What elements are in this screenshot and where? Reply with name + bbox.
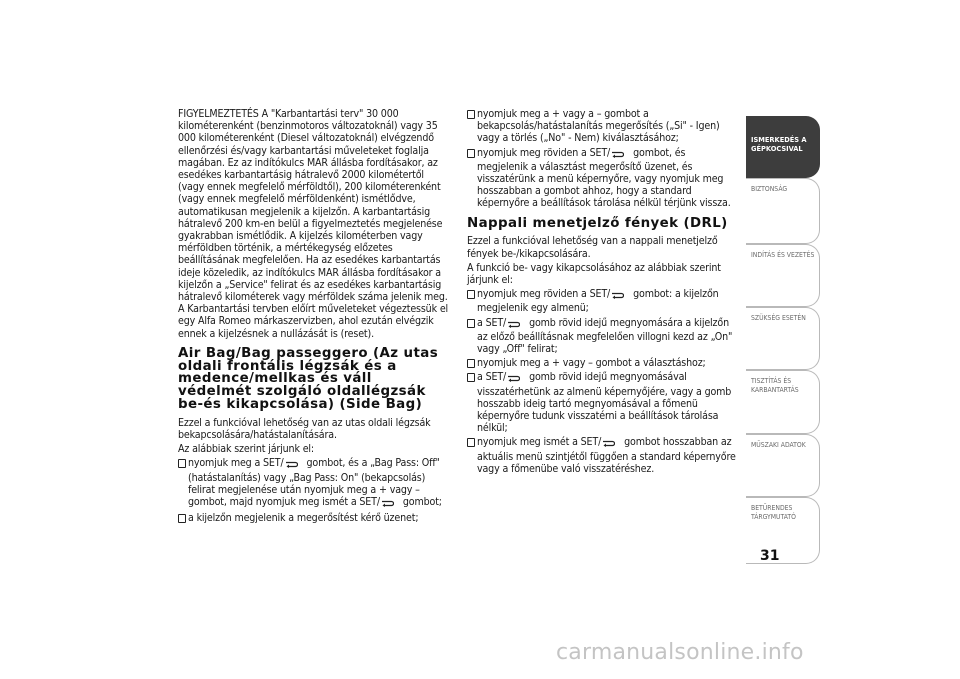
- checkbox-bullet-icon: [467, 359, 475, 368]
- checkbox-bullet-icon: [178, 459, 186, 468]
- checkbox-bullet-icon: [467, 149, 475, 158]
- tab-biztonsag[interactable]: [746, 178, 820, 244]
- return-arrow-icon: [285, 459, 298, 471]
- tab-label: INDÍTÁS ÉS VEZETÉS: [751, 251, 815, 259]
- list-item: a kijelzőn megjelenik a megerősítést kérő üzenet;: [178, 512, 450, 524]
- return-arrow-icon: [507, 319, 520, 331]
- checkbox-bullet-icon: [467, 373, 475, 382]
- airbag-section-heading: Air Bag/Bag passeggero (Az utas oldali frontális légzsák és a medence/mellkas és váll védelmét szolgáló oldallégzsák be-és kikapcsolása) (Side Bag): [178, 345, 439, 413]
- return-arrow-icon: [507, 373, 520, 385]
- checkbox-bullet-icon: [467, 319, 475, 328]
- return-arrow-icon: [611, 290, 624, 302]
- list-item: nyomjuk meg a + vagy a – gombot a bekapcsolás/hatástalanítás megerősítés („Si" - Igen) vagy a törlés („No" - Nem) kiválasztásához;: [467, 108, 739, 145]
- tab-label: TISZTÍTÁS ÉS KARBANTARTÁS: [751, 377, 799, 394]
- return-arrow-icon: [611, 149, 624, 161]
- tab-label: BIZTONSÁG: [751, 185, 788, 193]
- drl-section-heading: Nappali menetjelző fények (DRL): [467, 215, 728, 231]
- left-column: [178, 108, 450, 526]
- list-item: a SET/ gomb rövid idejű megnyomásával visszatérhetünk az almenü képernyőjére, vagy a gomb hosszabb ideig tartó megnyomásával a főmenü képernyőre tudunk visszatérni a beállítások tárolása nélkül;: [467, 371, 739, 434]
- checkbox-bullet-icon: [467, 438, 475, 447]
- list-item: nyomjuk meg a + vagy – gombot a választáshoz;: [467, 357, 739, 369]
- tab-szukseg-eseten[interactable]: [746, 307, 820, 370]
- return-arrow-icon: [602, 438, 615, 450]
- watermark: carmanualsonline.info: [556, 640, 804, 665]
- tab-label: MŰSZAKI ADATOK: [751, 441, 806, 449]
- return-arrow-icon: [381, 498, 394, 510]
- chapter-tabs: [746, 116, 820, 564]
- list-item: a SET/ gomb rövid idejű megnyomására a kijelzőn az előző beállításnak megfelelően villogni kezd az „On" vagy „Off" felirat;: [467, 317, 739, 356]
- tab-beturendes-targymutato[interactable]: [746, 497, 820, 564]
- list-item: nyomjuk meg a SET/ gombot, és a „Bag Pass: Off" (hatástalanítás) vagy „Bag Pass: On" (bekapcsolás) felirat megjelenése után nyomjuk meg a + vagy – gombot, majd nyomjuk meg ismét a SET/ gombot;: [178, 457, 450, 510]
- drl-intro-text: Ezzel a funkcióval lehetőség van a nappali menetjelző fények be-/kikapcsolására.: [467, 235, 718, 260]
- tab-label: SZÜKSÉG ESETÉN: [751, 314, 806, 322]
- service-warning-text: FIGYELMEZTETÉS A "Karbantartási terv" 30 000 kilométerenként (benzinmotoros változatoknál) vagy 35 000 kilométerenként (Diesel változatoknál) elvégzendő ellenőrzési és/vagy karbantartási műveleteket foglalja magában. Ez az indítókulcs MAR állásba fordításakor, az esedékes karbantartásig hátralevő 2000 kilométertől (vagy ennek megfelelő mérföldtől), 200 kilométerenként (vagy ennek megfelelő mérföldenként) ismétlődve, automatikusan megjelenik a kijelzőn. A karbantartásig hátralevő 200 km-en belül a figyelmeztetés megjelenése gyakrabban ismétlődik. A kijelzés kilométerben vagy mérföldben történik, a mértékegység előzetes beállításának megfelelően. Ha az esedékes karbantartás ideje közeledik, az indítókulcs MAR állásba fordításakor a kijelzőn a „Service" felirat és az esedékes karbantartásig hátralevő kilométerek vagy mérföldek száma jelenik meg. A Karbantartási tervben előírt műveleteket végeztessük el egy Alfa Romeo márkaszervizben, ahol ezután elvégzik ennek a kijelzésnek a nullázását is (reset).: [178, 108, 449, 340]
- list-item: nyomjuk meg röviden a SET/ gombot, és megjelenik a választást megerősítő üzenet, és visszatérünk a menü képernyőre, vagy nyomjuk meg hosszabban a gombot ahhoz, hogy a standard képernyőre a beállítások tárolása nélkül térjünk vissza.: [467, 147, 739, 210]
- tab-inditas-es-vezetes[interactable]: [746, 244, 820, 307]
- tab-ismerkedes[interactable]: [746, 116, 820, 178]
- list-item: nyomjuk meg ismét a SET/ gombot hosszabban az aktuális menü szintjétől függően a standard képernyőre vagy a főmenübe való visszatéréshez.: [467, 436, 739, 475]
- right-column: [467, 108, 739, 477]
- drl-steps-intro: A funkció be- vagy kikapcsolásához az alábbiak szerint járjunk el:: [467, 261, 721, 287]
- tab-label: BETŰRENDES TÁRGYMUTATÓ: [751, 504, 796, 521]
- tab-muszaki-adatok[interactable]: [746, 434, 820, 497]
- tab-tisztitas-es-karbantartas[interactable]: [746, 370, 820, 434]
- checkbox-bullet-icon: [178, 514, 186, 523]
- tab-label: ISMERKEDÉS A GÉPKOCSIVAL: [751, 135, 807, 153]
- checkbox-bullet-icon: [467, 290, 475, 299]
- airbag-intro-text: Ezzel a funkcióval lehetőség van az utas oldali légzsák bekapcsolására/hatástalanítására.: [178, 416, 431, 442]
- airbag-steps-intro: Az alábbiak szerint járjunk el:: [178, 443, 314, 456]
- page-number: 31: [760, 548, 780, 564]
- checkbox-bullet-icon: [467, 110, 475, 119]
- list-item: nyomjuk meg röviden a SET/ gombot: a kijelzőn megjelenik egy almenü;: [467, 288, 739, 314]
